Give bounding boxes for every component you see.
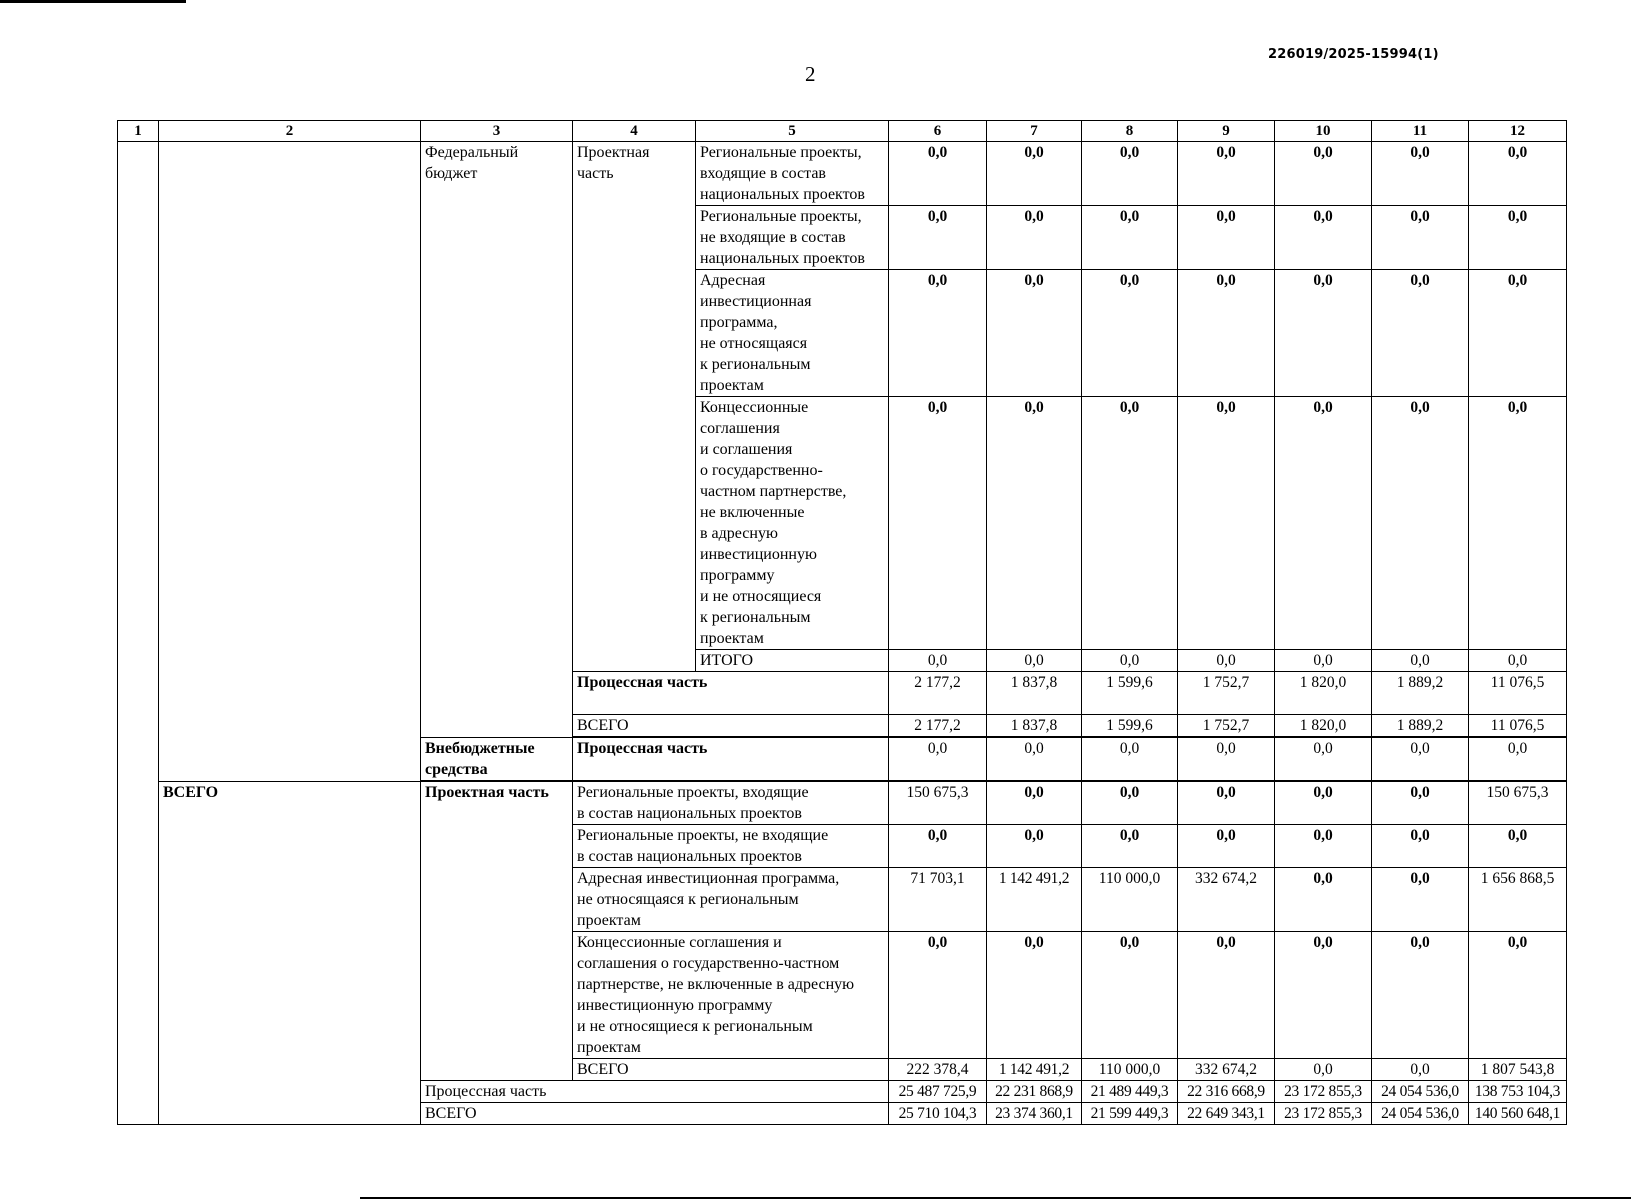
process-part-label: Процессная часть [421,1081,889,1103]
value-cell: 0,0 [1082,206,1178,270]
value-cell: 1 837,8 [987,715,1082,737]
row-label: Адресная инвестиционная программа, не относящаяся к региональным проектам [573,868,889,932]
value-cell: 0,0 [1372,270,1469,397]
header-cell: 6 [889,121,987,142]
value-cell: 1 752,7 [1178,715,1275,737]
bottom-rule [360,1197,1631,1199]
value-cell: 138 753 104,3 [1469,1081,1567,1103]
value-cell: 23 172 855,3 [1275,1103,1372,1125]
row-label: Региональные проекты, не входящие в состав национальных проектов [573,825,889,868]
value-cell: 0,0 [1082,270,1178,397]
value-cell: 0,0 [1275,825,1372,868]
value-cell: 23 374 360,1 [987,1103,1082,1125]
value-cell: 0,0 [889,738,987,781]
header-cell: 4 [573,121,696,142]
value-cell: 140 560 648,1 [1469,1103,1567,1125]
empty-cell [159,142,421,782]
project-part-label: Проектная часть [573,142,696,672]
value-cell: 21 489 449,3 [1082,1081,1178,1103]
value-cell: 22 649 343,1 [1178,1103,1275,1125]
value-cell: 0,0 [987,782,1082,825]
value-cell: 0,0 [987,932,1082,1059]
project-part-label: Проектная часть [421,782,573,1081]
value-cell: 0,0 [1178,270,1275,397]
value-cell: 110 000,0 [1082,868,1178,932]
value-cell: 71 703,1 [889,868,987,932]
value-cell: 0,0 [1372,397,1469,650]
value-cell: 1 820,0 [1275,715,1372,737]
value-cell: 0,0 [1275,270,1372,397]
value-cell: 0,0 [889,206,987,270]
value-cell: 0,0 [1275,868,1372,932]
row-label: Региональные проекты, входящие в состав национальных проектов [573,782,889,825]
process-part-label: Процессная часть [573,672,889,715]
table-row [118,142,1567,206]
value-cell: 11 076,5 [1469,715,1567,737]
value-cell: 0,0 [1372,206,1469,270]
value-cell: 24 054 536,0 [1372,1103,1469,1125]
value-cell: 0,0 [889,142,987,206]
value-cell: 0,0 [1082,738,1178,781]
value-cell: 0,0 [1372,868,1469,932]
table-row [118,782,1567,825]
value-cell: 24 054 536,0 [1372,1081,1469,1103]
value-cell: 0,0 [889,270,987,397]
value-cell: 150 675,3 [889,782,987,825]
value-cell: 1 599,6 [1082,715,1178,737]
header-cell: 10 [1275,121,1372,142]
value-cell: 1 807 543,8 [1469,1059,1567,1081]
value-cell: 0,0 [889,650,987,672]
process-part-label: Процессная часть [573,738,889,781]
row-label: Концессионные соглашения и соглашения о государственно- частном партнерстве, не включенные в адресную инвестиционную программу и не относящиеся к региональным проектам [696,397,889,650]
value-cell: 0,0 [1275,206,1372,270]
value-cell: 150 675,3 [1469,782,1567,825]
value-cell: 0,0 [987,825,1082,868]
value-cell: 0,0 [889,397,987,650]
value-cell: 0,0 [1275,932,1372,1059]
header-cell: 5 [696,121,889,142]
value-cell: 0,0 [1372,825,1469,868]
row-label: Адресная инвестиционная программа, не относящаяся к региональным проектам [696,270,889,397]
budget-table [117,120,1567,1125]
row-label: Региональные проекты, не входящие в состав национальных проектов [696,206,889,270]
value-cell: 2 177,2 [889,672,987,715]
value-cell: 0,0 [1469,397,1567,650]
value-cell: 0,0 [1082,782,1178,825]
value-cell: 2 177,2 [889,715,987,737]
itogo-label: ИТОГО [696,650,889,672]
grand-total-label: ВСЕГО [159,782,421,1125]
value-cell: 0,0 [1469,270,1567,397]
value-cell: 25 710 104,3 [889,1103,987,1125]
project-total-label: ВСЕГО [573,1059,889,1081]
value-cell: 222 378,4 [889,1059,987,1081]
value-cell: 0,0 [1178,142,1275,206]
value-cell: 332 674,2 [1178,1059,1275,1081]
value-cell: 21 599 449,3 [1082,1103,1178,1125]
source-federal-budget: Федеральный бюджет [421,142,573,738]
value-cell: 1 752,7 [1178,672,1275,715]
value-cell: 11 076,5 [1469,672,1567,715]
value-cell: 0,0 [1082,142,1178,206]
value-cell: 0,0 [1178,825,1275,868]
value-cell: 0,0 [1469,932,1567,1059]
row-label: Концессионные соглашения и соглашения о государственно-частном партнерстве, не включенные в адресную инвестиционную программу и не относящиеся к региональным проектам [573,932,889,1059]
value-cell: 1 142 491,2 [987,1059,1082,1081]
value-cell: 0,0 [1178,650,1275,672]
value-cell: 0,0 [1469,825,1567,868]
value-cell: 0,0 [889,932,987,1059]
value-cell: 0,0 [1082,825,1178,868]
value-cell: 0,0 [1275,397,1372,650]
top-rule [0,0,186,3]
value-cell: 0,0 [1275,142,1372,206]
value-cell: 0,0 [987,397,1082,650]
header-cell: 2 [159,121,421,142]
value-cell: 0,0 [889,825,987,868]
value-cell: 0,0 [1372,142,1469,206]
value-cell: 0,0 [1372,782,1469,825]
value-cell: 0,0 [1372,1059,1469,1081]
header-row [118,121,1567,142]
header-cell: 1 [118,121,159,142]
empty-cell [118,142,159,1125]
value-cell: 0,0 [1469,650,1567,672]
value-cell: 0,0 [987,650,1082,672]
value-cell: 0,0 [987,206,1082,270]
value-cell: 0,0 [1372,650,1469,672]
value-cell: 0,0 [1082,650,1178,672]
value-cell: 0,0 [1469,206,1567,270]
value-cell: 0,0 [1178,932,1275,1059]
value-cell: 0,0 [1178,782,1275,825]
value-cell: 0,0 [1275,782,1372,825]
value-cell: 1 656 868,5 [1469,868,1567,932]
value-cell: 0,0 [1082,932,1178,1059]
value-cell: 1 889,2 [1372,672,1469,715]
value-cell: 1 820,0 [1275,672,1372,715]
grand-total-row-label: ВСЕГО [421,1103,889,1125]
value-cell: 0,0 [1372,932,1469,1059]
header-cell: 11 [1372,121,1469,142]
header-cell: 9 [1178,121,1275,142]
value-cell: 0,0 [1469,142,1567,206]
value-cell: 0,0 [1372,738,1469,781]
value-cell: 23 172 855,3 [1275,1081,1372,1103]
value-cell: 0,0 [1178,738,1275,781]
value-cell: 0,0 [1178,397,1275,650]
value-cell: 0,0 [1082,397,1178,650]
value-cell: 1 599,6 [1082,672,1178,715]
value-cell: 0,0 [987,738,1082,781]
source-extra-budget: Внебюджетные средства [421,738,573,781]
page-number: 2 [805,62,816,86]
document-id: 226019/2025-15994(1) [1268,47,1439,62]
total-label: ВСЕГО [573,715,889,737]
value-cell: 0,0 [1275,1059,1372,1081]
value-cell: 22 231 868,9 [987,1081,1082,1103]
value-cell: 1 837,8 [987,672,1082,715]
value-cell: 332 674,2 [1178,868,1275,932]
value-cell: 1 889,2 [1372,715,1469,737]
header-cell: 3 [421,121,573,142]
value-cell: 0,0 [987,270,1082,397]
header-cell: 12 [1469,121,1567,142]
value-cell: 0,0 [1469,738,1567,781]
header-cell: 7 [987,121,1082,142]
value-cell: 22 316 668,9 [1178,1081,1275,1103]
value-cell: 110 000,0 [1082,1059,1178,1081]
value-cell: 0,0 [1275,738,1372,781]
value-cell: 0,0 [987,142,1082,206]
row-label: Региональные проекты, входящие в состав национальных проектов [696,142,889,206]
value-cell: 25 487 725,9 [889,1081,987,1103]
value-cell: 0,0 [1178,206,1275,270]
value-cell: 0,0 [1275,650,1372,672]
value-cell: 1 142 491,2 [987,868,1082,932]
header-cell: 8 [1082,121,1178,142]
